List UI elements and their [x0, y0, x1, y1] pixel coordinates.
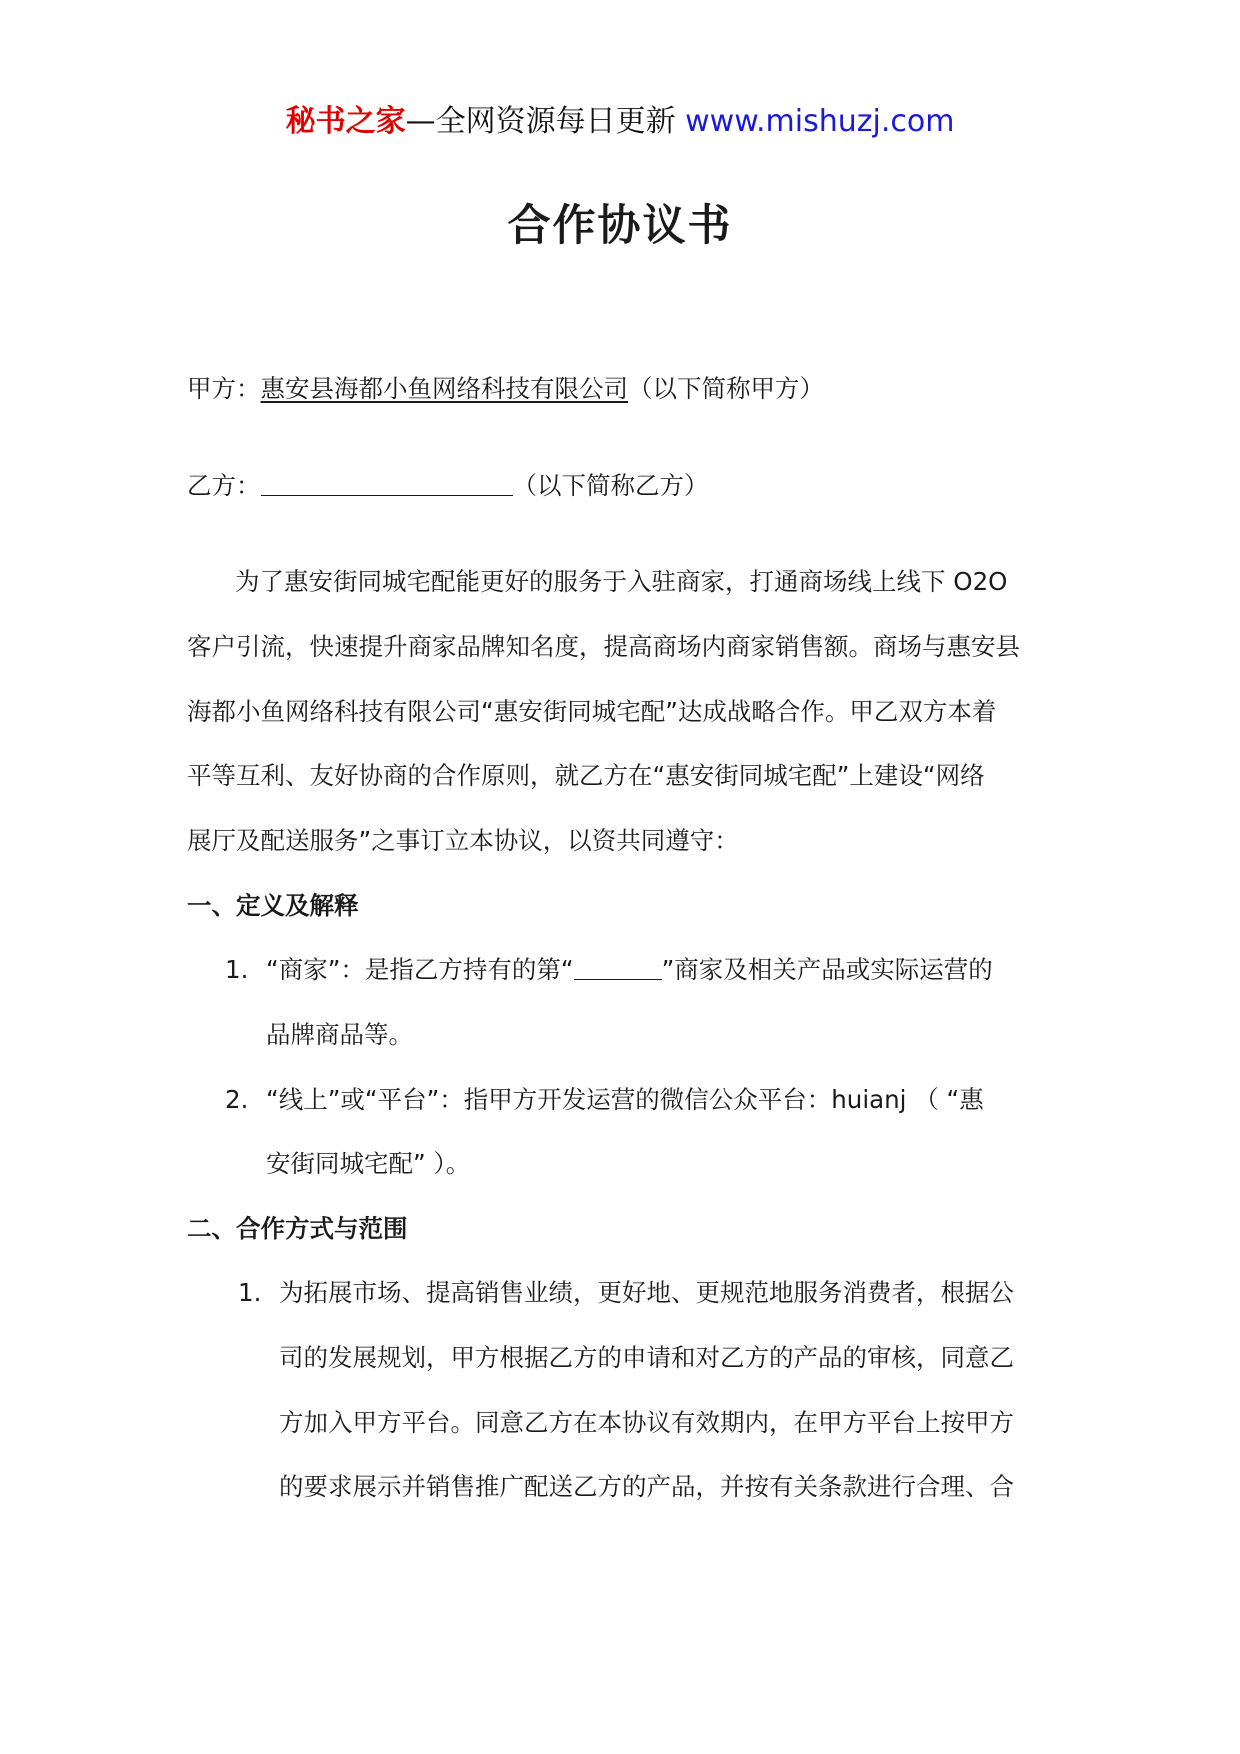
party-b-line — [187, 468, 709, 504]
intro-line-2: 客户引流，快速提升商家品牌知名度，提高商场内商家销售额。商场与惠安县 — [187, 632, 1020, 661]
party-a-name: 惠安县海都小鱼网络科技有限公司 — [260, 374, 628, 403]
section-1-item-2-number: 2. — [225, 1085, 249, 1114]
site-url-link[interactable]: www.mishuzj.com — [685, 104, 955, 139]
section-1-item-1-line-2: 品牌商品等。 — [266, 1020, 413, 1049]
site-header — [0, 100, 1240, 144]
intro-line-5: 展厅及配送服务”之事订立本协议，以资共同遵守： — [187, 826, 739, 855]
intro-line-4: 平等互利、友好协商的合作原则，就乙方在“惠安街同城宅配”上建设“网络 — [187, 761, 985, 790]
section-1-item-1-number: 1. — [225, 955, 249, 984]
section-2-item-1-line-4: 的要求展示并销售推广配送乙方的产品，并按有关条款进行合理、合 — [279, 1472, 1014, 1501]
intro-line-3: 海都小鱼网络科技有限公司“惠安街同城宅配”达成战略合作。甲乙双方本着 — [187, 697, 997, 726]
section-2-item-1-number: 1. — [238, 1278, 262, 1307]
party-b-blank[interactable] — [261, 469, 513, 496]
item-1-blank[interactable] — [574, 953, 662, 980]
section-1-item-2-line-1: “线上”或“平台”：指甲方开发运营的微信公众平台：huianj （ “惠 — [266, 1085, 984, 1114]
party-b-suffix: （以下简称乙方） — [512, 471, 709, 500]
party-a-label: 甲方： — [187, 374, 261, 403]
section-2-heading: 二、合作方式与范围 — [187, 1214, 408, 1243]
section-1-heading: 一、定义及解释 — [187, 891, 359, 920]
section-2-item-1-line-2: 司的发展规划，甲方根据乙方的申请和对乙方的产品的审核，同意乙 — [279, 1343, 1014, 1372]
section-2-item-1-line-3: 方加入甲方平台。同意乙方在本协议有效期内，在甲方平台上按甲方 — [279, 1408, 1014, 1437]
intro-line-1: 为了惠安街同城宅配能更好的服务于入驻商家，打通商场线上线下 O2O — [235, 567, 1008, 596]
item-1-text-b: ”商家及相关产品或实际运营的 — [661, 955, 993, 984]
section-1-item-2-line-2: 安街同城宅配” ）。 — [266, 1149, 471, 1178]
item-1-text-a: “商家”：是指乙方持有的第“ — [266, 955, 574, 984]
document-title: 合作协议书 — [507, 201, 733, 251]
section-2-item-1-line-1: 为拓展市场、提高销售业绩，更好地、更规范地服务消费者，根据公 — [279, 1278, 1014, 1307]
section-1-item-1-line-1 — [266, 952, 993, 988]
brand-name: 秘书之家 — [285, 104, 406, 139]
party-b-label: 乙方： — [187, 471, 261, 500]
header-slogan: —全网资源每日更新 — [405, 104, 676, 139]
party-a-line — [187, 371, 824, 407]
party-a-suffix: （以下简称甲方） — [628, 374, 824, 403]
